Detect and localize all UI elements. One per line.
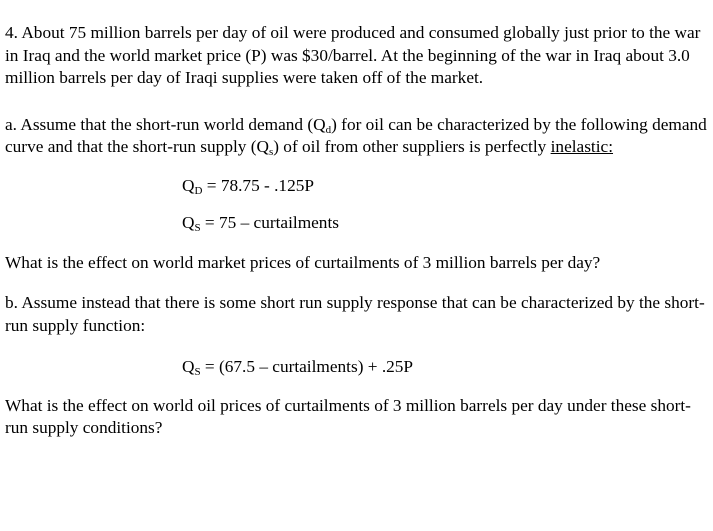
part-a-intro xyxy=(5,114,711,159)
part-a-question: What is the effect on world market prices of curtailments of 3 million barrels per day? xyxy=(5,252,601,272)
demand-equation xyxy=(5,175,711,198)
supply-subscript: s xyxy=(268,146,274,158)
part-b-question: What is the effect on world oil prices of curtailments of 3 million barrels per day under these short-run supply conditions? xyxy=(5,395,691,437)
supply-eq-a-sub: S xyxy=(194,222,201,234)
demand-eq-q: Q xyxy=(182,175,195,195)
inelastic-underlined: inelastic: xyxy=(550,137,614,156)
problem-4-intro: 4. About 75 million barrels per day of oil were produced and consumed globally just prior to the war in Iraq and the world market price (P) was $30/barrel. At the beginning of the war in Iraq about 3.0 million barrels per day of Iraqi supplies were taken off of the market. xyxy=(5,23,701,87)
part-b-intro: b. Assume instead that there is some short run supply response that can be characterized by the short-run supply function: xyxy=(5,293,705,335)
part-a-text-1: a. Assume that the short-run world demand (Q xyxy=(5,114,326,134)
part-a-text-3: ) of oil from other suppliers is perfectly xyxy=(273,137,551,156)
problem-document xyxy=(5,22,711,440)
supply-eq-a-q: Q xyxy=(182,213,195,232)
demand-eq-rhs: = 78.75 - .125P xyxy=(202,175,314,195)
supply-equation-b xyxy=(5,356,711,379)
demand-eq-sub: D xyxy=(194,184,203,197)
supply-eq-b-rhs: = (67.5 – curtailments) + .25P xyxy=(200,357,414,376)
demand-subscript: d xyxy=(325,123,332,136)
supply-eq-a-rhs: = 75 – curtailments xyxy=(200,213,339,232)
supply-eq-b-sub: S xyxy=(194,366,201,378)
supply-equation-a xyxy=(5,212,711,235)
part-a-text-2: ) for oil can be characterized by the following demand curve and that the short-run supply (Q xyxy=(5,114,707,156)
supply-eq-b-q: Q xyxy=(182,357,195,376)
